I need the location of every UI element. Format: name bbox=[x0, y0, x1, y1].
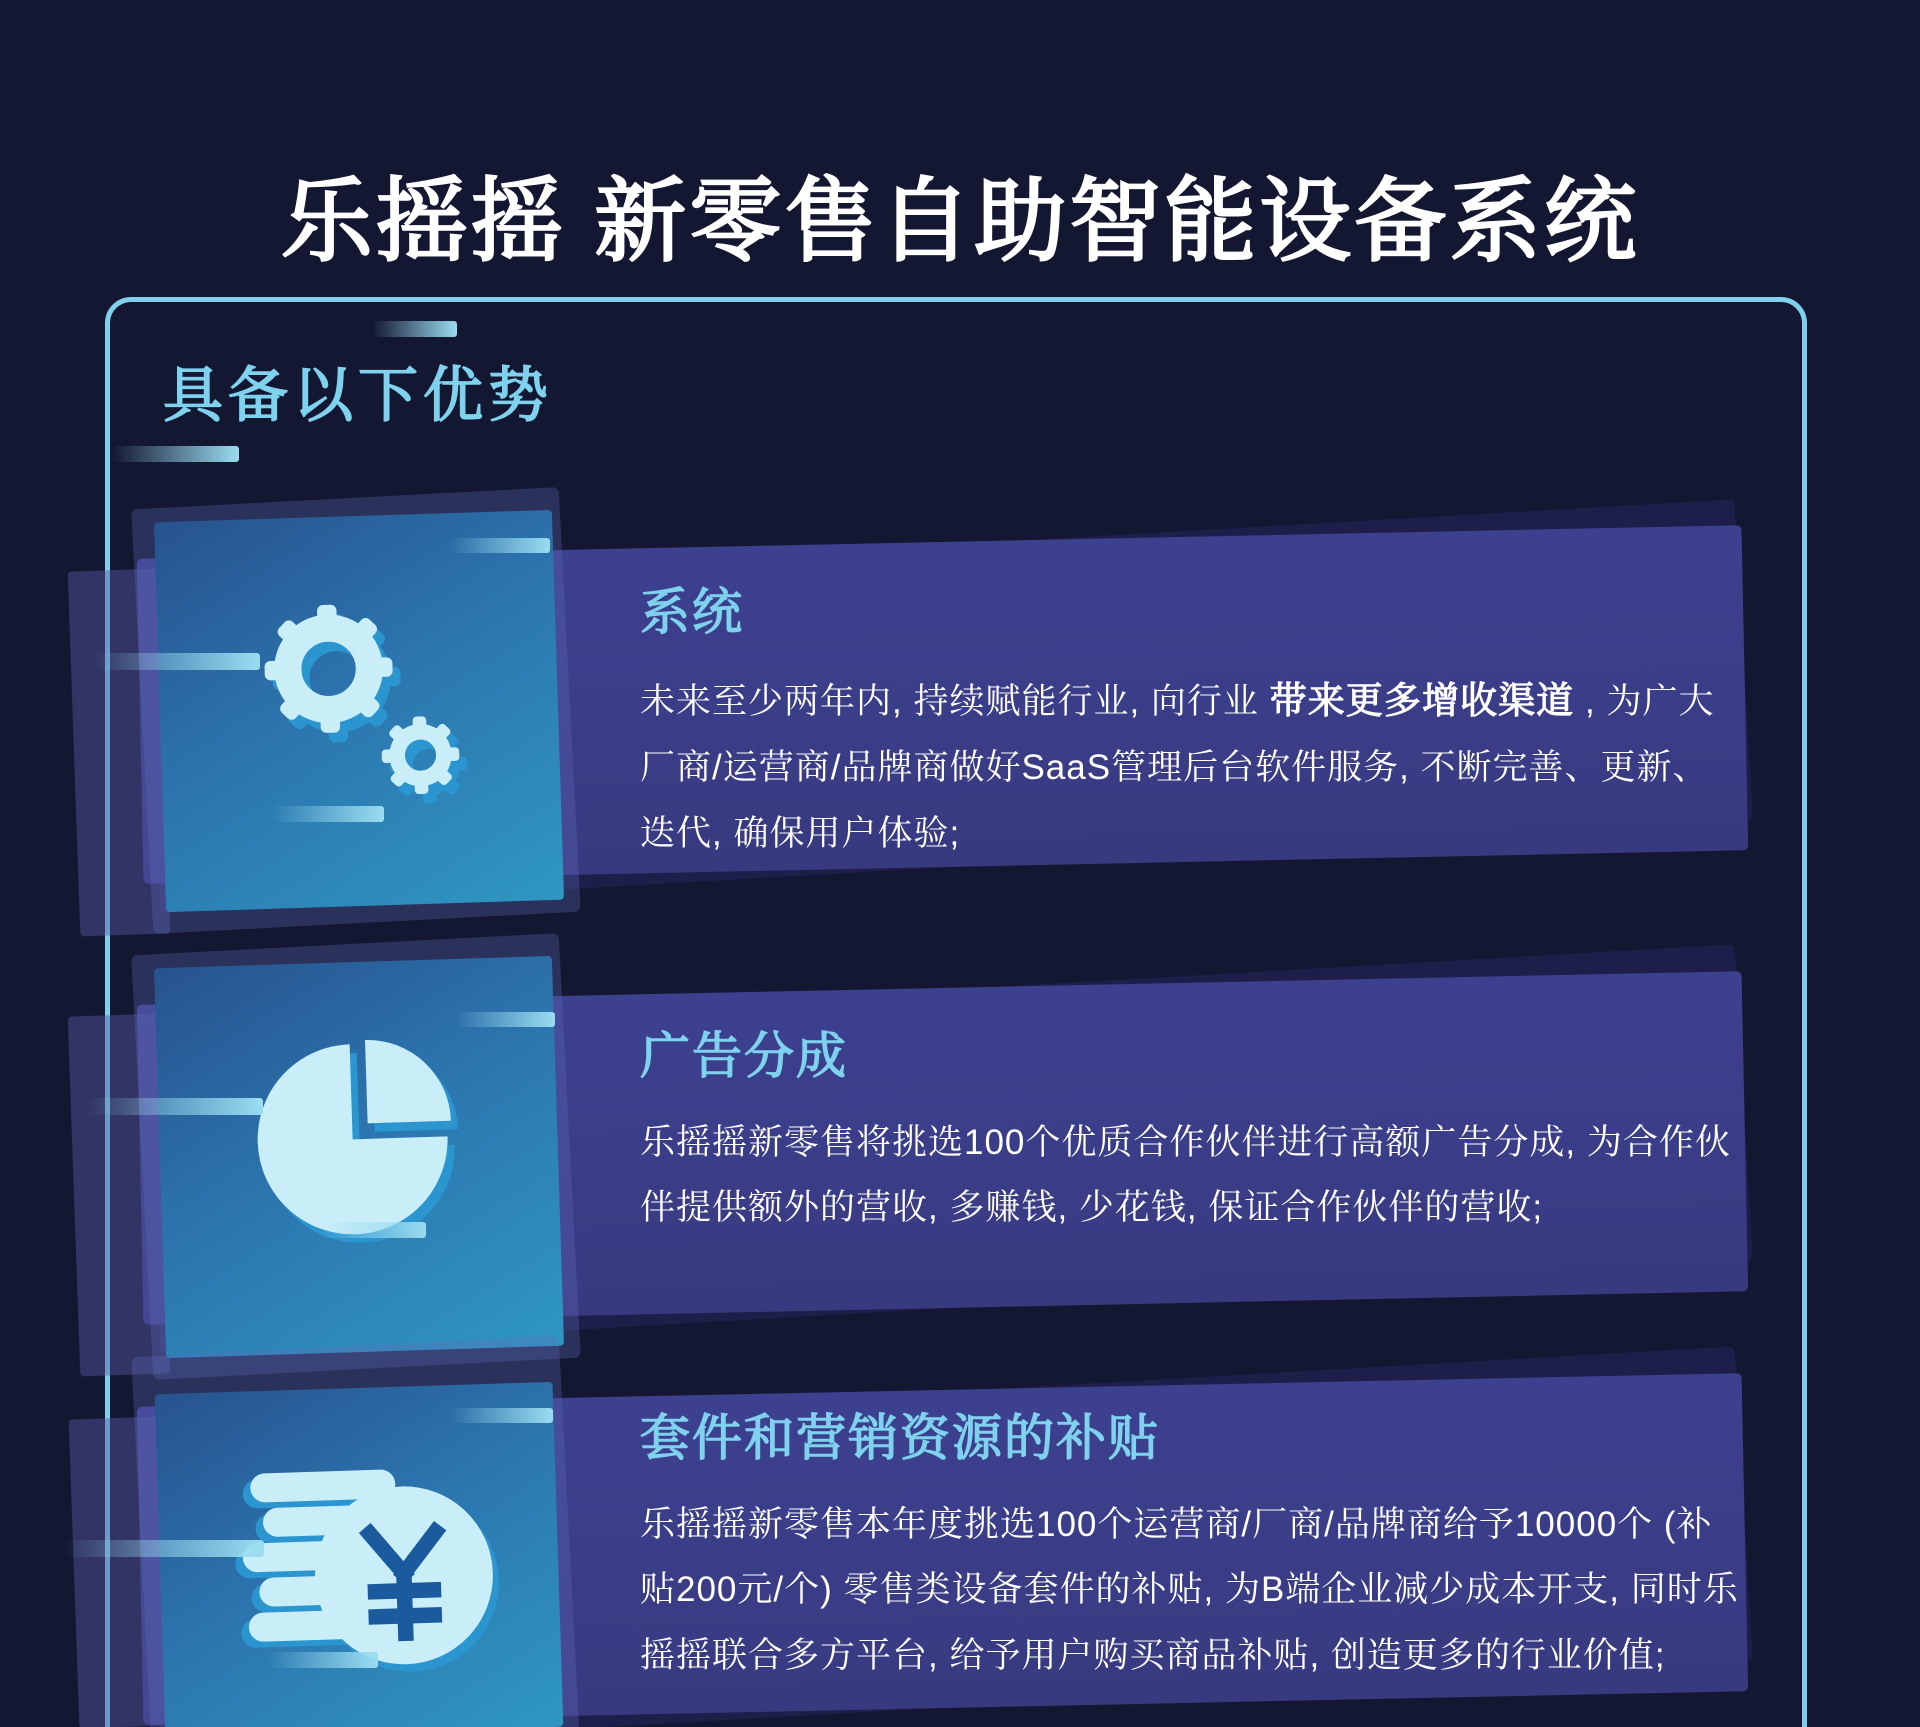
advantage-card-system bbox=[640, 572, 1740, 866]
decor-streak bbox=[95, 653, 260, 670]
decor-streak bbox=[64, 1540, 264, 1557]
card-heading: 套件和营销资源的补贴 bbox=[640, 1410, 1160, 1466]
highlight-text: 带来更多增收渠道 bbox=[1269, 679, 1575, 721]
section-label: 具备以下优势 bbox=[163, 362, 553, 429]
decor-streak bbox=[455, 1012, 555, 1027]
card-body: 乐摇摇新零售将挑选100个优质合作伙伴进行高额广告分成, 为合作伙伴提供额外的营收, 多赚钱, 少花钱, 保证合作伙伴的营收; bbox=[640, 1123, 1731, 1228]
card-heading: 广告分成 bbox=[640, 1028, 848, 1084]
decor-streak bbox=[450, 1408, 553, 1423]
decor-streak bbox=[372, 321, 457, 337]
decor-streak bbox=[268, 1652, 378, 1668]
gears-icon bbox=[229, 567, 489, 827]
card-body: 未来至少两年内, 持续赋能行业, 向行业 带来更多增收渠道 , 为广大厂商/运营商/品牌商做好SaaS管理后台软件服务, 不断完善、更新、迭代, 确保用户体验; bbox=[640, 679, 1715, 853]
advantage-card-subsidy bbox=[640, 1398, 1740, 1688]
decor-streak bbox=[88, 1098, 263, 1115]
card-body: 乐摇摇新零售本年度挑选100个运营商/厂商/品牌商给予10000个 (补贴200元/个) 零售类设备套件的补贴, 为B端企业减少成本开支, 同时乐摇摇联合多方平台, 给予用户购买商品补贴, 创造更多的行业价值; bbox=[640, 1505, 1739, 1675]
decor-streak bbox=[450, 538, 550, 553]
page-title: 乐摇摇 新零售自助智能设备系统 bbox=[280, 171, 1640, 273]
advantage-card-ad-share bbox=[640, 1016, 1740, 1241]
decor-streak bbox=[318, 1222, 426, 1238]
card-heading: 系统 bbox=[640, 584, 744, 640]
icon-tile bbox=[154, 510, 564, 912]
decor-streak bbox=[272, 806, 384, 822]
decor-streak bbox=[112, 446, 239, 462]
